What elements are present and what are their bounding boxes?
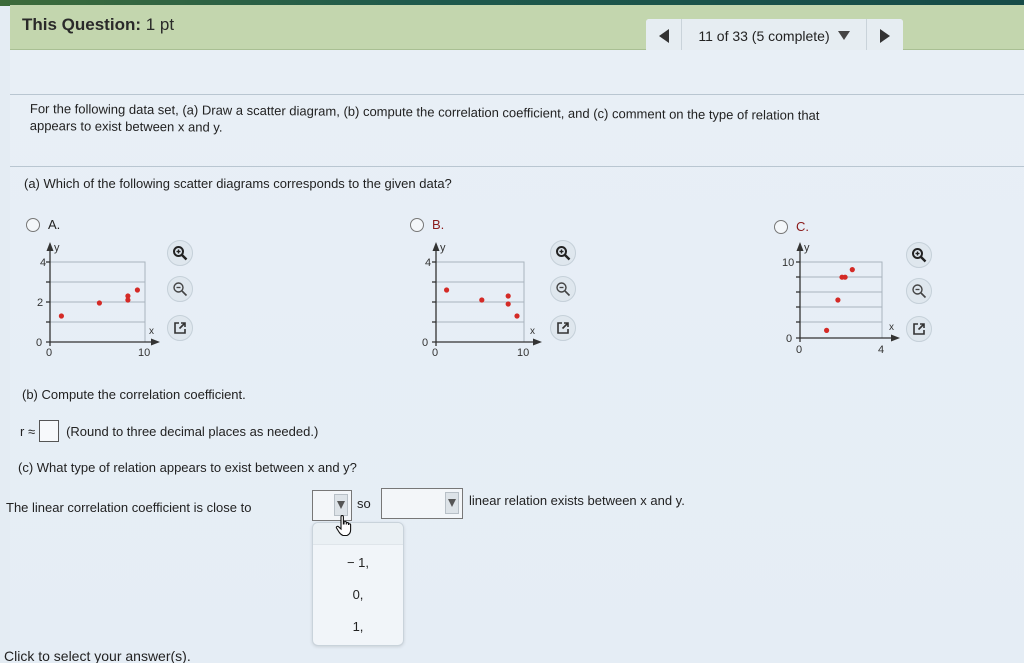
zoom-out-icon <box>555 281 571 297</box>
popout-button-b[interactable] <box>550 315 576 341</box>
zoom-out-icon <box>172 281 188 297</box>
svg-text:4: 4 <box>425 257 432 269</box>
part-a-question: (a) Which of the following scatter diagrams corresponds to the given data? <box>24 176 452 191</box>
r-approx-label: r ≈ <box>20 423 36 439</box>
svg-text:x: x <box>149 326 154 337</box>
zoom-out-button-b[interactable] <box>550 276 576 302</box>
relation-type-select[interactable] <box>381 488 463 519</box>
divider <box>10 166 1024 167</box>
triangle-left-icon <box>659 29 669 43</box>
header-title-text: This Question: <box>22 15 141 34</box>
zoom-out-icon <box>911 283 927 299</box>
svg-text:x: x <box>530 326 535 337</box>
sentence-start-text: The linear correlation coefficient is close to <box>6 500 252 515</box>
zoom-in-button-c[interactable] <box>906 242 932 268</box>
previous-question-button[interactable] <box>646 19 682 52</box>
popout-button-c[interactable] <box>906 316 932 342</box>
relation-sentence <box>6 490 750 520</box>
sentence-mid-text: so <box>357 496 371 511</box>
r-answer-line <box>20 420 318 442</box>
choice-a-radio[interactable] <box>26 218 40 232</box>
triangle-down-icon <box>337 501 345 509</box>
choice-c-radio[interactable] <box>774 220 788 234</box>
choice-c-label: C. <box>796 219 809 234</box>
problem-statement: For the following data set, (a) Draw a scatter diagram, (b) compute the correlation coefficient, and (c) comment on the type of relation that appears to exist between x and y. <box>29 100 820 135</box>
svg-text:4: 4 <box>878 344 885 356</box>
svg-text:10: 10 <box>517 347 530 359</box>
question-position-text: 11 of 33 (5 complete) <box>698 27 830 44</box>
svg-text:y: y <box>54 242 60 254</box>
svg-text:4: 4 <box>40 257 47 269</box>
svg-text:0: 0 <box>46 347 53 359</box>
scatter-plot-b <box>418 236 548 361</box>
svg-text:0: 0 <box>796 344 803 356</box>
scatter-plot-a <box>32 236 162 361</box>
svg-text:x: x <box>889 322 894 333</box>
zoom-in-icon <box>911 247 927 263</box>
header-points-text: 1 pt <box>145 15 175 34</box>
svg-text:y: y <box>804 242 810 254</box>
external-link-icon <box>172 320 188 336</box>
zoom-in-icon <box>172 245 188 261</box>
dropdown-arrow[interactable] <box>445 492 459 514</box>
footer-hint: Click to select your answer(s). <box>4 648 191 663</box>
external-link-icon <box>555 320 571 336</box>
next-question-button[interactable] <box>867 19 903 52</box>
popout-button-a[interactable] <box>167 315 193 341</box>
question-content <box>4 50 1024 663</box>
scatter-plot-c <box>782 238 912 363</box>
dropdown-option-zero[interactable]: 0, <box>352 587 364 602</box>
dropdown-option-one[interactable]: 1, <box>352 619 364 634</box>
svg-text:2: 2 <box>37 297 44 309</box>
sentence-end-text: linear relation exists between x and y. <box>469 493 685 508</box>
correlation-value-dropdown-menu <box>312 522 404 646</box>
external-link-icon <box>911 321 927 337</box>
rounding-hint: (Round to three decimal places as needed.) <box>66 423 319 439</box>
svg-text:10: 10 <box>138 347 151 359</box>
question-list-dropdown[interactable] <box>682 19 867 52</box>
choice-a-label: A. <box>48 217 61 232</box>
svg-text:0: 0 <box>36 337 43 349</box>
choice-b-label: B. <box>432 217 445 232</box>
question-header <box>10 5 1024 50</box>
r-answer-input[interactable] <box>39 420 59 442</box>
hand-cursor-icon <box>335 515 353 537</box>
triangle-right-icon <box>880 29 890 43</box>
triangle-down-icon <box>838 31 850 40</box>
zoom-in-button-b[interactable] <box>550 240 576 266</box>
part-c-question: (c) What type of relation appears to exist between x and y? <box>18 460 357 475</box>
zoom-out-button-c[interactable] <box>906 278 932 304</box>
svg-text:0: 0 <box>432 347 439 359</box>
svg-text:10: 10 <box>782 257 795 269</box>
question-points-label <box>22 15 174 35</box>
question-navigator <box>646 19 903 52</box>
zoom-out-button-a[interactable] <box>167 276 193 302</box>
choice-b-radio[interactable] <box>410 218 424 232</box>
pointer-hand-cursor <box>335 515 353 542</box>
svg-text:y: y <box>440 242 446 254</box>
divider <box>10 94 1024 95</box>
svg-text:0: 0 <box>786 333 793 345</box>
svg-text:0: 0 <box>422 337 429 349</box>
zoom-in-icon <box>555 245 571 261</box>
dropdown-blank-option[interactable] <box>313 523 403 545</box>
triangle-down-icon <box>448 499 456 507</box>
dropdown-arrow[interactable] <box>334 494 348 516</box>
zoom-in-button-a[interactable] <box>167 240 193 266</box>
dropdown-option-neg-one[interactable]: − 1, <box>346 555 370 570</box>
part-b-question: (b) Compute the correlation coefficient. <box>22 387 246 402</box>
